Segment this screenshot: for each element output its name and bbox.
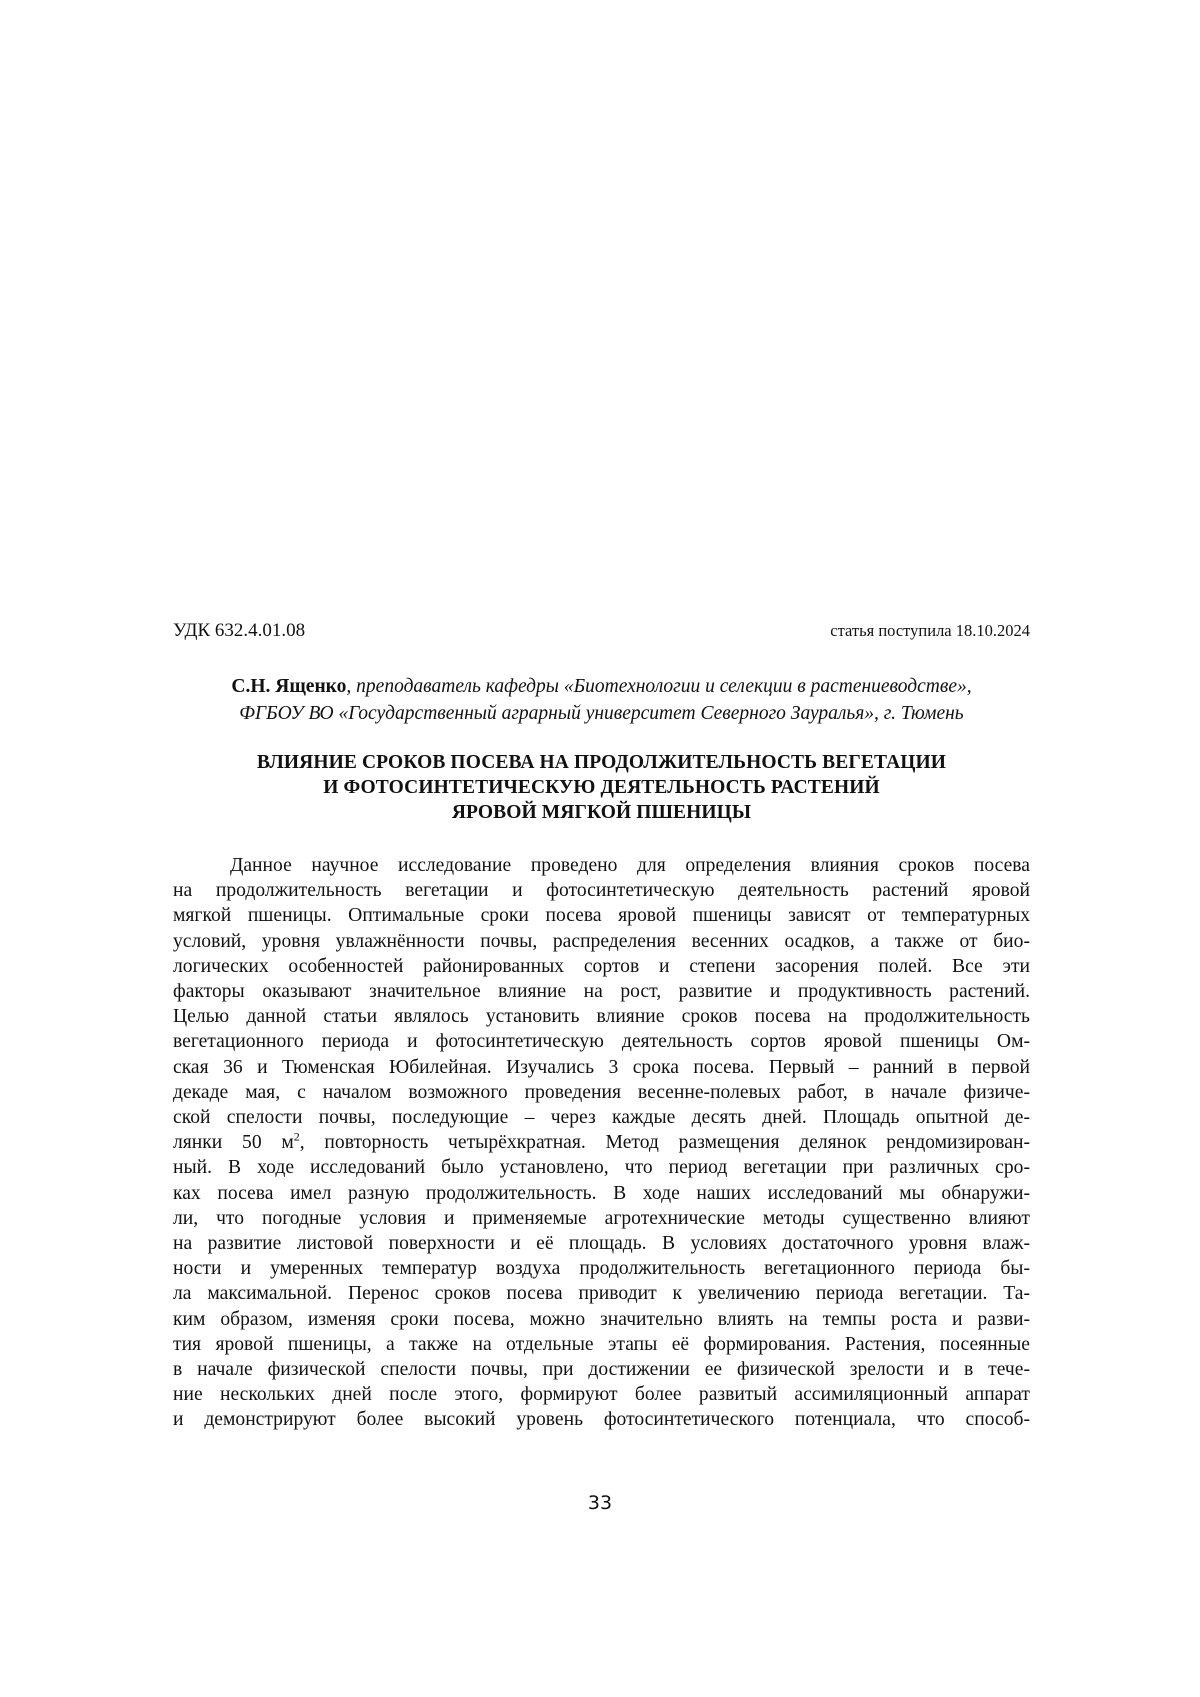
abstract-line: мягкой пшеницы. Оптимальные сроки посева яровой пшеницы зависят от температурных xyxy=(173,903,1030,928)
abstract-line: ской спелости почвы, последующие – через каждые десять дней. Площадь опытной де- xyxy=(173,1105,1030,1130)
author-name: С.Н. Ященко xyxy=(231,676,346,697)
abstract-line: вегетационного периода и фотосинтетическую деятельность сортов яровой пшеницы Ом- xyxy=(173,1029,1030,1054)
abstract-line: декаде мая, с началом возможного проведения весенне-полевых работ, в начале физиче- xyxy=(173,1080,1030,1105)
abstract-line: Данное научное исследование проведено для определения влияния сроков посева xyxy=(173,853,1030,878)
udk-code: УДК 632.4.01.08 xyxy=(173,620,305,642)
area-text-rest: , повторность четырёхкратная. Метод размещения делянок рендомизирован- xyxy=(300,1132,1030,1153)
abstract-line: и демонстрируют более высокий уровень фотосинтетического потенциала, что способ- xyxy=(173,1407,1030,1432)
abstract-line: факторы оказывают значительное влияние на рост, развитие и продуктивность растений. xyxy=(173,979,1030,1004)
page-number: 33 xyxy=(0,1492,1200,1514)
article-header xyxy=(173,620,1030,642)
title-line: ЯРОВОЙ МЯГКОЙ ПШЕНИЦЫ xyxy=(173,800,1030,825)
abstract-line-area xyxy=(173,1130,1030,1155)
abstract-line: условий, уровня увлажнённости почвы, распределения весенних осадков, а также от био- xyxy=(173,929,1030,954)
author-line-1 xyxy=(173,673,1030,700)
document-page xyxy=(0,0,1200,1697)
author-affiliation: ФГБОУ ВО «Государственный аграрный университет Северного Зауралья», г. Тюмень xyxy=(173,700,1030,727)
abstract-line: ким образом, изменяя сроки посева, можно значительно влиять на темпы роста и разви- xyxy=(173,1307,1030,1332)
abstract-line: Целью данной статьи являлось установить влияние сроков посева на продолжительность xyxy=(173,1004,1030,1029)
area-text: лянки 50 м xyxy=(173,1132,294,1153)
abstract-line: ности и умеренных температур воздуха продолжительность вегетационного периода бы- xyxy=(173,1256,1030,1281)
abstract-line: ская 36 и Тюменская Юбилейная. Изучались 3 срока посева. Первый – ранний в первой xyxy=(173,1055,1030,1080)
abstract-line: тия яровой пшеницы, а также на отдельные этапы её формирования. Растения, посеянные xyxy=(173,1332,1030,1357)
received-date: статья поступила 18.10.2024 xyxy=(830,621,1030,641)
abstract-line: на продолжительность вегетации и фотосинтетическую деятельность растений яровой xyxy=(173,878,1030,903)
article-title xyxy=(173,750,1030,825)
title-line: И ФОТОСИНТЕТИЧЕСКУЮ ДЕЯТЕЛЬНОСТЬ РАСТЕНИЙ xyxy=(173,775,1030,800)
abstract-line: ла максимальной. Перенос сроков посева приводит к увеличению периода вегетации. Та- xyxy=(173,1281,1030,1306)
abstract-line: ние нескольких дней после этого, формируют более развитый ассимиляционный аппарат xyxy=(173,1382,1030,1407)
abstract-line: ли, что погодные условия и применяемые агротехнические методы существенно влияют xyxy=(173,1206,1030,1231)
area-superscript: 2 xyxy=(294,1130,300,1144)
author-position: , преподаватель кафедры «Биотехнологии и селекции в растениеводстве», xyxy=(346,676,971,697)
author-block xyxy=(173,673,1030,727)
abstract-line: ный. В ходе исследований было установлено, что период вегетации при различных сро- xyxy=(173,1155,1030,1180)
abstract-line: в начале физической спелости почвы, при достижении ее физической зрелости и в тече- xyxy=(173,1357,1030,1382)
title-line: ВЛИЯНИЕ СРОКОВ ПОСЕВА НА ПРОДОЛЖИТЕЛЬНОСТЬ ВЕГЕТАЦИИ xyxy=(173,750,1030,775)
abstract-paragraph xyxy=(173,853,1030,1433)
abstract-line: на развитие листовой поверхности и её площадь. В условиях достаточного уровня влаж- xyxy=(173,1231,1030,1256)
abstract-line: ках посева имел разную продолжительность. В ходе наших исследований мы обнаружи- xyxy=(173,1181,1030,1206)
abstract-line: логических особенностей районированных сортов и степени засорения полей. Все эти xyxy=(173,954,1030,979)
